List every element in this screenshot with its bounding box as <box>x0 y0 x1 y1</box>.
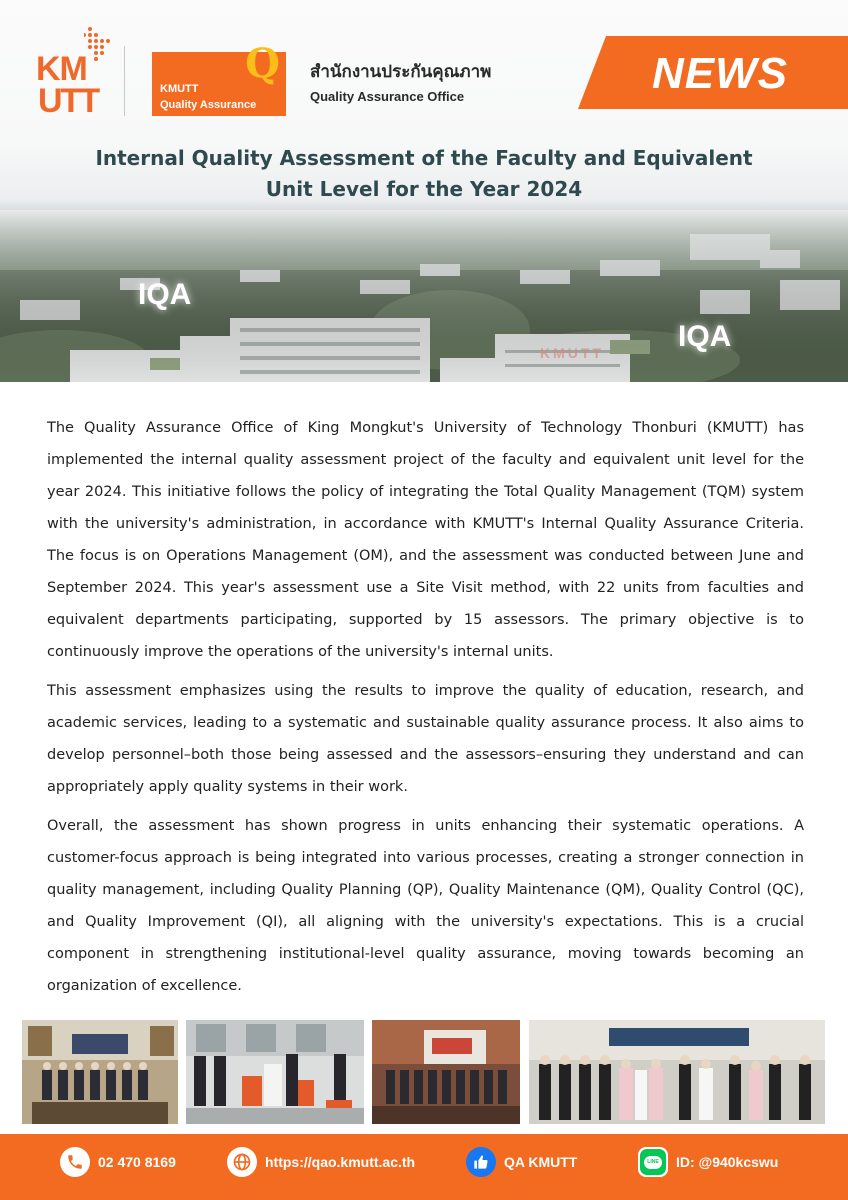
article-paragraph: Overall, the assessment has shown progress in units enhancing their systematic operations. A customer-focus approach is being integrated into various processes, creating a stronger connection in quality management, including Quality Planning (QP), Quality Maintenance (QM), Quality Control (QC), and Quality Improvement (QI), all aligning with the university's expectations. This is a crucial component in strengthening institutional-level quality assurance, moving towards becoming an organization of excellence. <box>47 818 804 994</box>
office-name-thai: สำนักงานประกันคุณภาพ <box>310 62 492 82</box>
hero-banner <box>0 0 848 382</box>
line-badge-text: LINE <box>644 1156 662 1169</box>
phone-number: 02 470 8169 <box>98 1154 176 1170</box>
article-paragraph: The Quality Assurance Office of King Mongkut's University of Technology Thonburi (KMUTT) has implemented the internal quality assessment project of the faculty and equivalent unit level for the year 2024. This initiative follows the policy of integrating the Total Quality Management (TQM) system with the university's administration, in accordance with KMUTT's Internal Quality Assurance Criteria. The focus is on Operations Management (OM), and the assessment was conducted between June and September 2024. This year's assessment use a Site Visit method, with 22 units from faculties and equivalent departments participating, supported by 15 assessors. The primary objective is to continuously improve the operations of the university's internal units. <box>47 420 804 660</box>
iqa-overlay-right: IQA <box>678 320 732 353</box>
globe-icon <box>227 1147 257 1177</box>
qa-logo-line1: KMUTT <box>160 83 199 95</box>
line-icon <box>638 1147 668 1177</box>
news-label: NEWS <box>652 49 788 98</box>
phone-icon <box>60 1147 90 1177</box>
logo-text-bottom: UTT <box>38 82 99 120</box>
website-contact[interactable] <box>227 1147 415 1177</box>
iqa-overlay-left: IQA <box>138 278 192 311</box>
office-name-english: Quality Assurance Office <box>310 89 465 104</box>
phone-contact[interactable] <box>60 1147 176 1177</box>
contact-footer <box>0 1134 848 1200</box>
article-paragraph: This assessment emphasizes using the results to improve the quality of education, research, and academic services, leading to a systematic and sustainable quality assurance process. It also aims to develop personnel–both those being assessed and the assessors–ensuring they understand and can appropriately apply quality systems in their work. <box>47 683 804 795</box>
qa-logo-letter: Q <box>245 40 280 87</box>
meeting-room-photo-1 <box>22 1020 178 1124</box>
facebook-like-icon <box>466 1147 496 1177</box>
group-photo <box>529 1020 825 1124</box>
page-title <box>0 143 848 205</box>
line-contact[interactable] <box>638 1147 778 1177</box>
title-line1: Internal Quality Assessment of the Faculty and Equivalent <box>95 146 753 170</box>
campus-aerial-image <box>0 210 848 382</box>
building-sign: KMUTT <box>540 345 604 361</box>
photo-strip <box>0 1020 848 1124</box>
logo-text-top: KM <box>36 50 87 88</box>
title-line2: Unit Level for the Year 2024 <box>265 177 583 201</box>
qa-logo-line2: Quality Assurance <box>160 99 257 111</box>
robot-lab-photo <box>186 1020 364 1124</box>
website-url: https://qao.kmutt.ac.th <box>265 1154 416 1170</box>
kmutt-logo <box>36 26 116 118</box>
facebook-name: QA KMUTT <box>504 1154 578 1170</box>
presentation-room-photo <box>372 1020 520 1124</box>
article-body <box>47 412 804 1009</box>
logo-divider <box>124 46 125 116</box>
qa-logo <box>152 40 286 116</box>
line-id: ID: @940kcswu <box>676 1154 779 1170</box>
facebook-contact[interactable] <box>466 1147 577 1177</box>
logo-dots-icon <box>84 26 114 66</box>
